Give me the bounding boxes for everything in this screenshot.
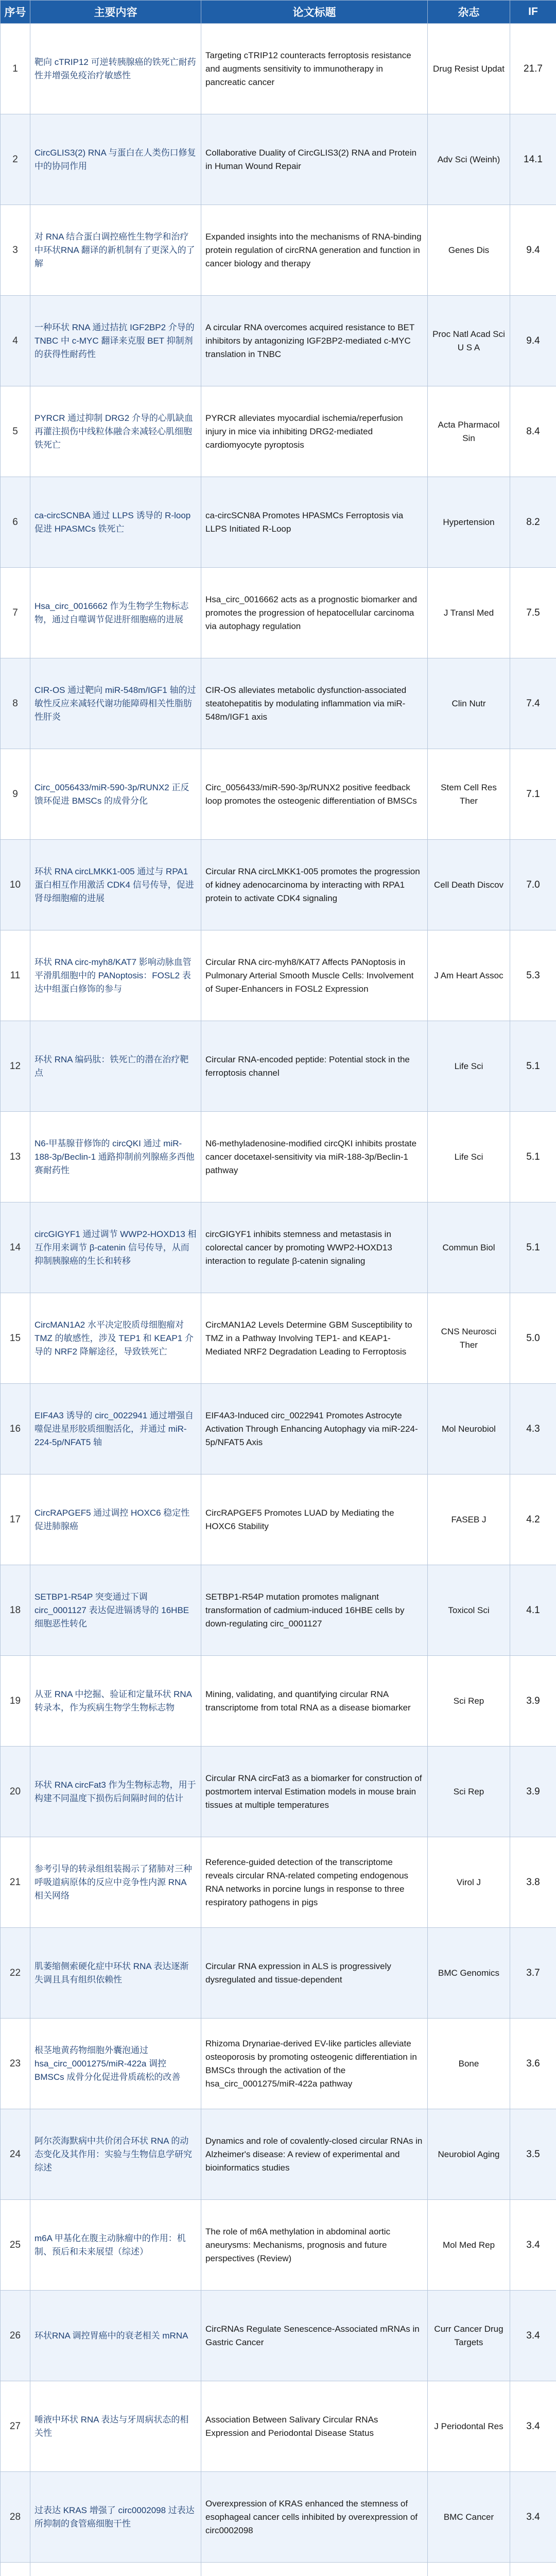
row-impact-factor: 9.4 xyxy=(510,205,556,296)
row-impact-factor: 3.7 xyxy=(510,1928,556,2019)
row-summary-zh: N6-甲基腺苷修饰的 circQKI 通过 miR-188-3p/Beclin-1 通路抑制前列腺癌多西他赛耐药性 xyxy=(30,1112,201,1202)
row-impact-factor: 5.1 xyxy=(510,1202,556,1293)
row-impact-factor: 7.4 xyxy=(510,658,556,749)
table-row xyxy=(1,749,556,840)
row-journal xyxy=(428,2563,510,2576)
table-row xyxy=(1,1293,556,1384)
header-impact-factor: IF xyxy=(510,1,556,24)
row-index: 22 xyxy=(1,1928,30,2019)
row-journal: Stem Cell Res Ther xyxy=(428,749,510,840)
table-row xyxy=(1,568,556,658)
row-index: 17 xyxy=(1,1475,30,1565)
table-row xyxy=(1,1928,556,2019)
row-summary-zh: SETBP1-R54P 突变通过下调 circ_0001127 表达促进镉诱导的 16HBE 细胞恶性转化 xyxy=(30,1565,201,1656)
row-journal: J Transl Med xyxy=(428,568,510,658)
row-summary-zh: 肌萎缩侧索硬化症中环状 RNA 表达逐渐失调且具有组织依赖性 xyxy=(30,1928,201,2019)
row-journal: Adv Sci (Weinh) xyxy=(428,114,510,205)
table-row xyxy=(1,1837,556,1928)
row-index: 14 xyxy=(1,1202,30,1293)
table-row xyxy=(1,2200,556,2291)
row-journal: Hypertension xyxy=(428,477,510,568)
row-title-en: PYRCR alleviates myocardial ischemia/reperfusion injury in mice via inhibiting DRG2-mediated cardiomyocyte pyroptosis xyxy=(201,386,428,477)
row-journal: Sci Rep xyxy=(428,1747,510,1837)
row-index: 15 xyxy=(1,1293,30,1384)
header-title: 论文标题 xyxy=(201,1,428,24)
row-journal: Life Sci xyxy=(428,1021,510,1112)
row-title-en: Overexpression of KRAS enhanced the stemness of esophageal cancer cells inhibited by overexpression of circ0002098 xyxy=(201,2472,428,2563)
row-title-en: Circular RNA circFat3 as a biomarker for construction of postmortem interval Estimation models in mouse brain tissues at multiple temperatures xyxy=(201,1747,428,1837)
row-impact-factor: 8.4 xyxy=(510,386,556,477)
row-journal: Virol J xyxy=(428,1837,510,1928)
row-index xyxy=(1,2563,30,2576)
row-summary-zh: m6A 甲基化在腹主动脉瘤中的作用：机制、预后和未来展望（综述） xyxy=(30,2200,201,2291)
row-title-en: CIR-OS alleviates metabolic dysfunction-associated steatohepatitis by modulating inflammation via miR-548m/IGF1 axis xyxy=(201,658,428,749)
row-index: 28 xyxy=(1,2472,30,2563)
row-title-en: ca-circSCN8A Promotes HPASMCs Ferroptosis via LLPS Initiated R-Loop xyxy=(201,477,428,568)
row-summary-zh: CircRAPGEF5 通过调控 HOXC6 稳定性促进肺腺癌 xyxy=(30,1475,201,1565)
table-row xyxy=(1,1021,556,1112)
row-title-en: Circular RNA-encoded peptide: Potential stock in the ferroptosis channel xyxy=(201,1021,428,1112)
row-index: 6 xyxy=(1,477,30,568)
row-impact-factor: 3.9 xyxy=(510,1656,556,1747)
table-row xyxy=(1,840,556,930)
header-row xyxy=(1,1,556,24)
row-summary-zh: 对 RNA 结合蛋白调控癌性生物学和治疗中环状RNA 翻译的新机制有了更深入的了解 xyxy=(30,205,201,296)
row-journal: J Am Heart Assoc xyxy=(428,930,510,1021)
row-impact-factor: 7.0 xyxy=(510,840,556,930)
row-summary-zh: PYRCR 通过抑制 DRG2 介导的心肌缺血再灌注损伤中线粒体融合来减轻心肌细胞铁死亡 xyxy=(30,386,201,477)
row-impact-factor: 5.0 xyxy=(510,1293,556,1384)
row-title-en: Dynamics and role of covalently-closed circular RNAs in Alzheimer's disease: A review of experimental and bioinformatics studies xyxy=(201,2109,428,2200)
table-row xyxy=(1,477,556,568)
row-title-en: Mining, validating, and quantifying circular RNA transcriptome from total RNA as a disease biomarker xyxy=(201,1656,428,1747)
table-row xyxy=(1,386,556,477)
row-journal: BMC Genomics xyxy=(428,1928,510,2019)
row-journal: Drug Resist Updat xyxy=(428,24,510,114)
row-impact-factor: 7.1 xyxy=(510,749,556,840)
row-title-en: The role of m6A methylation in abdominal aortic aneurysms: Mechanisms, prognosis and future perspectives (Review) xyxy=(201,2200,428,2291)
table-row xyxy=(1,2291,556,2381)
row-journal: Acta Pharmacol Sin xyxy=(428,386,510,477)
table-row xyxy=(1,930,556,1021)
header-journal: 杂志 xyxy=(428,1,510,24)
row-title-en: Circular RNA expression in ALS is progressively dysregulated and tissue-dependent xyxy=(201,1928,428,2019)
row-impact-factor: 3.4 xyxy=(510,2472,556,2563)
row-summary-zh: Hsa_circ_0016662 作为生物学生物标志物，通过自噬调节促进肝细胞癌的进展 xyxy=(30,568,201,658)
row-impact-factor: 7.5 xyxy=(510,568,556,658)
table-row xyxy=(1,1202,556,1293)
row-journal: Genes Dis xyxy=(428,205,510,296)
table-row xyxy=(1,658,556,749)
row-index: 21 xyxy=(1,1837,30,1928)
row-summary-zh: 从亚 RNA 中挖掘、验证和定量环状 RNA 转录本，作为疾病生物学生物标志物 xyxy=(30,1656,201,1747)
row-index: 27 xyxy=(1,2381,30,2472)
row-title-en: Rhizoma Drynariae-derived EV-like particles alleviate osteoporosis by promoting osteogenic differentiation in BMSCs through the activation of the hsa_circ_0001275/miR-422a pathway xyxy=(201,2019,428,2109)
row-impact-factor: 9.4 xyxy=(510,296,556,386)
row-summary-zh: 环状RNA 调控胃癌中的衰老相关 mRNA xyxy=(30,2291,201,2381)
row-index: 25 xyxy=(1,2200,30,2291)
row-title-en: SETBP1-R54P mutation promotes malignant transformation of cadmium-induced 16HBE cells by down-regulating circ_0001127 xyxy=(201,1565,428,1656)
row-title-en: Circ_0056433/miR-590-3p/RUNX2 positive feedback loop promotes the osteogenic differentiation of BMSCs xyxy=(201,749,428,840)
row-index: 3 xyxy=(1,205,30,296)
row-journal: BMC Cancer xyxy=(428,2472,510,2563)
header-summary: 主要内容 xyxy=(30,1,201,24)
row-index: 16 xyxy=(1,1384,30,1475)
row-summary-zh: CircGLIS3(2) RNA 与蛋白在人类伤口修复中的协同作用 xyxy=(30,114,201,205)
row-impact-factor: 5.1 xyxy=(510,1021,556,1112)
row-summary-zh: 参考引导的转录组组装揭示了猪肺对三种呼吸道病原体的反应中竞争性内源 RNA 相关网络 xyxy=(30,1837,201,1928)
row-journal: Toxicol Sci xyxy=(428,1565,510,1656)
row-journal: CNS Neurosci Ther xyxy=(428,1293,510,1384)
row-impact-factor: 4.2 xyxy=(510,1475,556,1565)
row-impact-factor: 3.9 xyxy=(510,1747,556,1837)
row-journal: Clin Nutr xyxy=(428,658,510,749)
table-row xyxy=(1,296,556,386)
row-title-en: Circular RNA circLMKK1-005 promotes the progression of kidney adenocarcinoma by interacting with RPA1 protein to activate CDK4 signaling xyxy=(201,840,428,930)
table-row xyxy=(1,2381,556,2472)
row-index: 2 xyxy=(1,114,30,205)
table-header xyxy=(1,1,556,24)
row-index: 10 xyxy=(1,840,30,930)
row-index: 9 xyxy=(1,749,30,840)
row-index: 18 xyxy=(1,1565,30,1656)
row-summary-zh: circGIGYF1 通过调节 WWP2-HOXD13 相互作用来调节 β-catenin 信号传导，从而抑制胰腺癌的生长和转移 xyxy=(30,1202,201,1293)
row-impact-factor: 3.4 xyxy=(510,2200,556,2291)
row-title-en: Targeting cTRIP12 counteracts ferroptosis resistance and augments sensitivity to immunotherapy in pancreatic cancer xyxy=(201,24,428,114)
row-journal: Bone xyxy=(428,2019,510,2109)
table-body xyxy=(1,24,556,2576)
row-title-en: circGIGYF1 inhibits stemness and metastasis in colorectal cancer by promoting WWP2-HOXD13 interaction to regulate β-catenin signaling xyxy=(201,1202,428,1293)
row-title-en: EIF4A3-Induced circ_0022941 Promotes Astrocyte Activation Through Enhancing Autophagy via miR-224-5p/NFAT5 Axis xyxy=(201,1384,428,1475)
table-row xyxy=(1,1747,556,1837)
row-summary-zh: 靶向 cTRIP12 可逆转胰腺癌的铁死亡耐药性并增强免疫治疗敏感性 xyxy=(30,24,201,114)
header-index: 序号 xyxy=(1,1,30,24)
row-summary-zh: 一种环状 RNA 通过拮抗 IGF2BP2 介导的 TNBC 中 c-MYC 翻译来克服 BET 抑制剂的获得性耐药性 xyxy=(30,296,201,386)
row-journal: Mol Med Rep xyxy=(428,2200,510,2291)
row-index: 26 xyxy=(1,2291,30,2381)
row-impact-factor: 14.1 xyxy=(510,114,556,205)
row-summary-zh: CIR-OS 通过靶向 miR-548m/IGF1 轴的过敏性反应来减轻代谢功能障碍相关性脂肪性肝炎 xyxy=(30,658,201,749)
row-impact-factor: 3.6 xyxy=(510,2019,556,2109)
table-row xyxy=(1,24,556,114)
row-summary-zh: 环状 RNA circLMKK1-005 通过与 RPA1 蛋白相互作用激活 CDK4 信号传导，促进肾母细胞瘤的进展 xyxy=(30,840,201,930)
row-title-en: CircMAN1A2 Levels Determine GBM Susceptibility to TMZ in a Pathway Involving TEP1- and KEAP1-Mediated NRF2 Degradation Leading to Ferroptosis xyxy=(201,1293,428,1384)
row-impact-factor: 4.3 xyxy=(510,1384,556,1475)
row-index: 4 xyxy=(1,296,30,386)
row-title-en: Circular RNA circ-myh8/KAT7 Affects PANoptosis in Pulmonary Arterial Smooth Muscle Cells: Involvement of Super-Enhancers in FOSL2 Expression xyxy=(201,930,428,1021)
row-summary-zh: 环状 RNA circFat3 作为生物标志物，用于构建不同温度下损伤后间隔时间的估计 xyxy=(30,1747,201,1837)
row-summary-zh: 阿尔茨海默病中共价闭合环状 RNA 的动态变化及其作用：实验与生物信息学研究综述 xyxy=(30,2109,201,2200)
table-row xyxy=(1,205,556,296)
row-title-en: N6-methyladenosine-modified circQKI inhibits prostate cancer docetaxel-sensitivity via miR-188-3p/Beclin-1 pathway xyxy=(201,1112,428,1202)
row-title-en xyxy=(201,2563,428,2576)
row-index: 24 xyxy=(1,2109,30,2200)
row-index: 23 xyxy=(1,2019,30,2109)
row-index: 11 xyxy=(1,930,30,1021)
row-index: 20 xyxy=(1,1747,30,1837)
row-summary-zh: 唾液中环状 RNA 表达与牙周病状态的相关性 xyxy=(30,2381,201,2472)
row-journal: Mol Neurobiol xyxy=(428,1384,510,1475)
table-row xyxy=(1,1475,556,1565)
row-summary-zh: 环状 RNA 编码肽：铁死亡的潜在治疗靶点 xyxy=(30,1021,201,1112)
row-title-en: Expanded insights into the mechanisms of RNA-binding protein regulation of circRNA generation and function in cancer biology and therapy xyxy=(201,205,428,296)
table-row xyxy=(1,2472,556,2563)
row-journal: FASEB J xyxy=(428,1475,510,1565)
row-summary-zh: ca-circSCNBA 通过 LLPS 诱导的 R-loop 促进 HPASMCs 铁死亡 xyxy=(30,477,201,568)
row-title-en: Reference-guided detection of the transcriptome reveals circular RNA-related competing endogenous RNA networks in porcine lungs in response to three respiratory pathogens in pigs xyxy=(201,1837,428,1928)
table-row xyxy=(1,1384,556,1475)
table-row xyxy=(1,1656,556,1747)
row-impact-factor: 4.1 xyxy=(510,1565,556,1656)
row-index: 8 xyxy=(1,658,30,749)
row-journal: Proc Natl Acad Sci U S A xyxy=(428,296,510,386)
row-index: 13 xyxy=(1,1112,30,1202)
row-title-en: CircRAPGEF5 Promotes LUAD by Mediating the HOXC6 Stability xyxy=(201,1475,428,1565)
row-journal: Neurobiol Aging xyxy=(428,2109,510,2200)
row-index: 7 xyxy=(1,568,30,658)
table-row xyxy=(1,1565,556,1656)
row-summary-zh: Circ_0056433/miR-590-3p/RUNX2 正反馈环促进 BMSCs 的成骨分化 xyxy=(30,749,201,840)
row-title-en: Association Between Salivary Circular RNAs Expression and Periodontal Disease Status xyxy=(201,2381,428,2472)
row-summary-zh: 过表达 KRAS 增强了 circ0002098 过表达所抑制的食管癌细胞干性 xyxy=(30,2472,201,2563)
row-index: 5 xyxy=(1,386,30,477)
row-impact-factor: 3.4 xyxy=(510,2291,556,2381)
row-impact-factor: 3.8 xyxy=(510,1837,556,1928)
row-title-en: Collaborative Duality of CircGLIS3(2) RNA and Protein in Human Wound Repair xyxy=(201,114,428,205)
row-index: 12 xyxy=(1,1021,30,1112)
table-row xyxy=(1,2563,556,2576)
row-journal: Curr Cancer Drug Targets xyxy=(428,2291,510,2381)
row-summary-zh: CircMAN1A2 水平决定胶质母细胞瘤对 TMZ 的敏感性，涉及 TEP1 和 KEAP1 介导的 NRF2 降解途径，导致铁死亡 xyxy=(30,1293,201,1384)
row-impact-factor xyxy=(510,2563,556,2576)
row-impact-factor: 5.3 xyxy=(510,930,556,1021)
row-index: 1 xyxy=(1,24,30,114)
row-journal: J Periodontal Res xyxy=(428,2381,510,2472)
table-row xyxy=(1,114,556,205)
row-title-en: Hsa_circ_0016662 acts as a prognostic biomarker and promotes the progression of hepatocellular carcinoma via autophagy regulation xyxy=(201,568,428,658)
table-row xyxy=(1,2019,556,2109)
row-journal: Life Sci xyxy=(428,1112,510,1202)
row-impact-factor: 5.1 xyxy=(510,1112,556,1202)
row-summary-zh: EIF4A3 诱导的 circ_0022941 通过增强自噬促进星形胶质细胞活化，并通过 miR-224-5p/NFAT5 轴 xyxy=(30,1384,201,1475)
table-row xyxy=(1,2109,556,2200)
row-journal: Sci Rep xyxy=(428,1656,510,1747)
row-impact-factor: 21.7 xyxy=(510,24,556,114)
row-index: 19 xyxy=(1,1656,30,1747)
row-summary-zh xyxy=(30,2563,201,2576)
row-impact-factor: 8.2 xyxy=(510,477,556,568)
row-summary-zh: 环状 RNA circ-myh8/KAT7 影响动脉血管平滑肌细胞中的 PANoptosis：FOSL2 表达中组蛋白修饰的参与 xyxy=(30,930,201,1021)
row-impact-factor: 3.5 xyxy=(510,2109,556,2200)
row-journal: Cell Death Discov xyxy=(428,840,510,930)
table-row xyxy=(1,1112,556,1202)
row-summary-zh: 根茎地黄药物细胞外囊泡通过 hsa_circ_0001275/miR-422a 调控 BMSCs 成骨分化促进骨质疏松的改善 xyxy=(30,2019,201,2109)
row-title-en: A circular RNA overcomes acquired resistance to BET inhibitors by antagonizing IGF2BP2-mediated c-MYC translation in TNBC xyxy=(201,296,428,386)
row-journal: Commun Biol xyxy=(428,1202,510,1293)
row-title-en: CircRNAs Regulate Senescence-Associated mRNAs in Gastric Cancer xyxy=(201,2291,428,2381)
row-impact-factor: 3.4 xyxy=(510,2381,556,2472)
